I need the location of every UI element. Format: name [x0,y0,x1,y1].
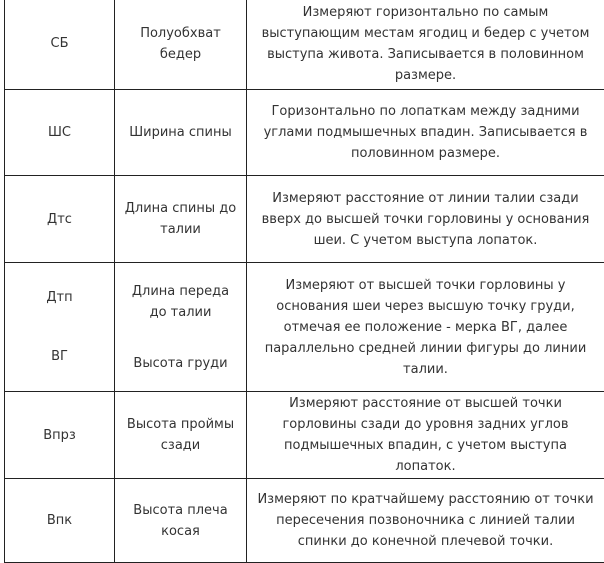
measurement-code: Впк [5,479,115,563]
measurement-code: ШС [5,90,115,176]
table-row [5,479,604,563]
measurement-code-cell [5,263,115,392]
measurement-description: Измеряют от высшей точки горловины у основания шеи через высшую точку груди, отмечая ее положение - мерка ВГ, далее параллельно средней линии фигуры до линии талии. [247,263,604,392]
table-row [5,0,604,90]
table-row [5,90,604,176]
measurement-name: Полуобхват бедер [115,0,247,90]
measurement-description: Измеряют горизонтально по самым выступающим местам ягодиц и бедер с учетом выступа живота. Записывается в половинном размере. [247,0,604,90]
measurement-description: Измеряют расстояние от высшей точки горловины сзади до уровня задних углов подмышечных впадин, с учетом выступа лопаток. [247,392,604,479]
measurement-name: Ширина спины [115,90,247,176]
measurement-description: Измеряют по кратчайшему расстоянию от точки пересечения позвоночника с линией талии спинки до конечной плечевой точки. [247,479,604,563]
measurement-name: Длина переда до талии [123,281,238,323]
measurement-code: СБ [5,0,115,90]
measurement-name: Длина спины до талии [115,176,247,263]
measurement-name: Высота груди [133,353,227,374]
measurement-name: Высота плеча косая [115,479,247,563]
table-row [5,263,604,392]
measurement-code: ВГ [51,346,68,367]
measurement-name-cell [115,263,247,392]
measurement-description: Измеряют расстояние от линии талии сзади вверх до высшей точки горловины у основания шеи. С учетом выступа лопаток. [247,176,604,263]
measurements-table [4,0,604,563]
measurement-name: Высота проймы сзади [115,392,247,479]
measurement-code: Дтп [46,287,72,308]
measurement-code: Дтс [5,176,115,263]
measurement-code: Впрз [5,392,115,479]
measurement-description: Горизонтально по лопаткам между задними углами подмышечных впадин. Записывается в половинном размере. [247,90,604,176]
table-row [5,176,604,263]
table-row [5,392,604,479]
